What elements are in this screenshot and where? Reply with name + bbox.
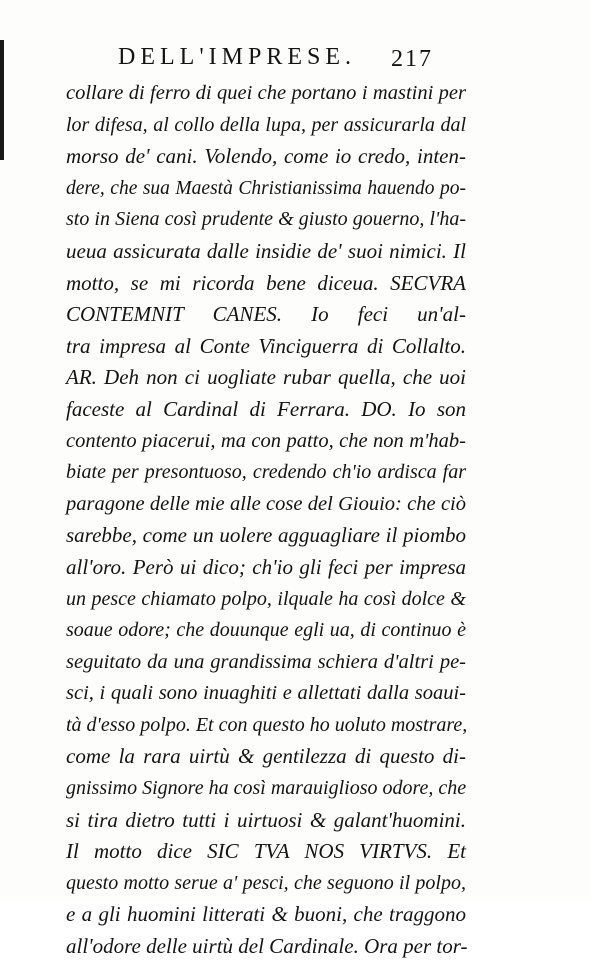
text-line: all'odore delle uirtù del Cardinale. Ora per tor- (66, 934, 468, 959)
text-line: paragone delle mie alle cose del Giouio: che ciò (66, 492, 466, 515)
text-line: contento piacerui, ma con patto, che non m'hab- (66, 429, 466, 452)
text-line: un pesce chiamato polpo, ilquale ha così dolce & (66, 587, 466, 610)
text-line: collare di ferro di quei che portano i mastini per (66, 82, 466, 104)
text-line: sarebbe, come un uolere agguagliare il piombo (66, 523, 466, 548)
text-line: sci, i quali sono inuaghiti e allettati dalla soaui- (66, 682, 466, 705)
text-line: CONTEMNIT CANES. Io feci un'al- (66, 302, 466, 327)
body-text (66, 78, 466, 963)
text-line: faceste al Cardinal di Ferrara. DO. Io son (66, 396, 466, 421)
running-head (0, 44, 590, 78)
text-line: seguitato da una grandissima schiera d'altri pe- (66, 650, 466, 673)
text-line: gnissimo Signore ha così marauiglioso odore, che (66, 777, 467, 800)
text-line: motto, se mi ricorda bene diceua. SECVRA (66, 270, 466, 295)
text-line: si tira dietro tutti i uirtuosi & galant'huomini. (66, 807, 466, 832)
text-line: tra impresa al Conte Vinciguerra di Collalto. (66, 333, 466, 358)
page-number: 217 (391, 46, 433, 72)
text-line: come la rara uirtù & gentilezza di questo di- (66, 744, 466, 769)
text-line: AR. Deh non ci uogliate rubar quella, che uoi (66, 365, 466, 390)
text-line: ueua assicurata dalle insidie de' suoi nimici. Il (66, 238, 466, 263)
text-line: Il motto dice SIC TVA NOS VIRTVS. Et (66, 839, 466, 864)
text-line: sto in Siena così prudente & giusto gouerno, l'ha- (66, 208, 466, 231)
text-line: biate per presontuoso, credendo ch'io ardisca far (66, 461, 466, 484)
text-line: soaue odore; che douunque egli ua, di continuo è (66, 619, 466, 642)
running-head-title: DELL'IMPRESE. (118, 44, 356, 70)
text-line: e a gli huomini litterati & buoni, che traggono (66, 902, 466, 927)
text-line: morso de' cani. Volendo, come io credo, inten- (66, 144, 466, 169)
text-line: dere, che sua Maestà Christianissima hauendo po- (66, 177, 466, 199)
text-line: lor difesa, al collo della lupa, per assicurarla dal (66, 113, 466, 136)
text-line: all'oro. Però ui dico; ch'io gli feci per impresa (66, 554, 466, 579)
text-line: tà d'esso polpo. Et con questo ho uoluto mostrare, (66, 713, 468, 736)
text-line: questo motto serue a' pesci, che seguono il polpo, (66, 871, 466, 894)
